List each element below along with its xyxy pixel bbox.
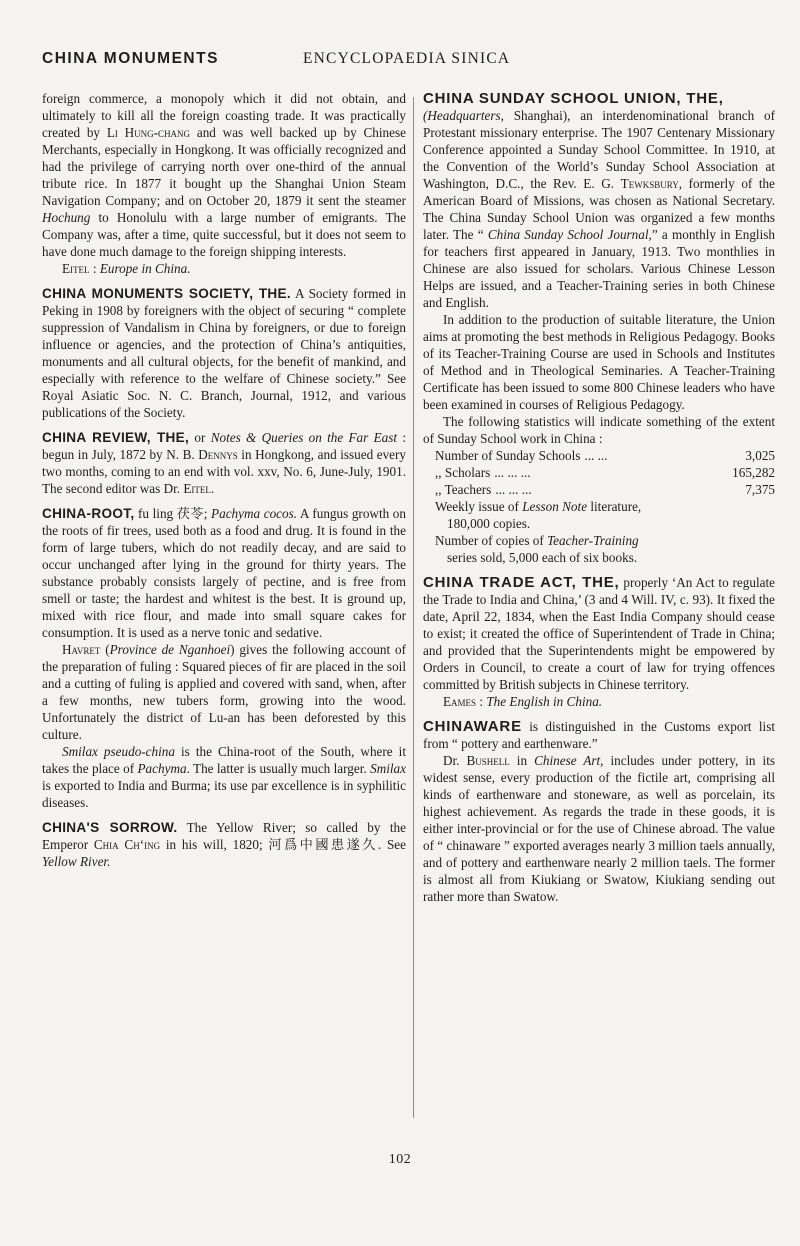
running-head-right: ENCYCLOPAEDIA SINICA [303, 50, 511, 67]
chinese-characters: 茯苓 [176, 506, 204, 521]
reference: Eitel : Europe in China. [62, 261, 191, 276]
paragraph: foreign commerce, a monopoly which it did not obtain, and ultimately to kill all the foreign coasting trade. It was practically created by Li Hung-chang and was well backed up by Chinese Merchants, especially in Hongkong. It was officially recognized and had the privilege of carrying north over one-third of the annual tribute rice. In 1877 it bought up the Shanghai Union Steam Navigation Company; and on October 20, 1879 it sent the steamer Hochung to Honolulu with a large number of emigrants. The Company was, after a time, quite successful, but it does not seem to have done much damage to the foreign shipping interests. [42, 91, 406, 259]
person-name: Li Hung-chang [106, 125, 191, 140]
paragraph: Smilax pseudo-china is the China-root of the South, where it takes the place of Pachyma. The latter is usually much larger. Smilax is exported to India and Burma; its use par excellence is in syphilitic diseases. [42, 744, 406, 810]
headword: CHINA'S SORROW. [42, 820, 178, 835]
paragraph: Dr. Bushell in Chinese Art, includes under pottery, in its widest sense, every production of the fictile art, comprising all kinds of earthenware and stoneware, as well as porcelain, its highest achievement. As regards the trade in these goods, it is either inter-provincial or for the use of Chinese abroad. The value of “ chinaware ” exported averages nearly 3 million taels annually, and of pottery and earthenware nearly 2 million taels. The former is almost all from Kiukiang or Swatow, Kiukiang sending out rather more than Swatow. [423, 753, 775, 904]
paragraph: The following statistics will indicate something of the extent of Sunday School work in China : [423, 414, 775, 446]
ship-name: Hochung [42, 210, 91, 225]
headword: CHINA MONUMENTS SOCIETY, THE. [42, 286, 291, 301]
paragraph: In addition to the production of suitable literature, the Union aims at promoting the best methods in Religious Pedagogy. Books of its Teacher-Training Course are used in Schools and Institutes of Method and in Theological Seminaries. A Teacher-Training Certificate has been issued to some 800 Chinese leaders who have been examined in courses of Religious Pedagogy. [423, 312, 775, 412]
chinese-characters: 河爲中國患遂久 [268, 837, 378, 852]
running-head-left: CHINA MONUMENTS [42, 50, 219, 67]
entry-china-trade-act: CHINA TRADE ACT, THE, properly ‘An Act to regulate the Trade to India and China,’ (3 and 4 Will. IV, c. 93). It fixed the date, April 22, 1834, when the East India Company should cease to exist; it created the office of Superintendent of Trade in China; and provided that the Superintendents might be empowered by Orders in Council, to create a court of law for trying offences committed by British subjects in Chinese territory. Eames : The English in China. [423, 574, 775, 709]
statistics-list [423, 447, 775, 498]
stat-line: Weekly issue of Lesson Note literature, [435, 499, 642, 514]
headword: CHINA SUNDAY SCHOOL UNION, THE, [423, 90, 724, 107]
entry-china-sunday-school-union: CHINA SUNDAY SCHOOL UNION, THE, (Headquarters, Shanghai), an interdenominational branch of Protestant missionary enterprise. The 1907 Centenary Missionary Conference appointed a Sunday School Committee. In 1910, at the Convention of the World’s Sunday School Association at Washington, D.C., the Rev. E. G. Tewksbury, formerly of the American Board of Missions, was chosen as National Secretary. The China Sunday School Union was organized a few months later. The “ China Sunday School Journal,” a monthly in English for teachers first appeared in January, 1913. Two monthlies in Chinese are also issued for scholars. Various Chinese Lesson Helps are issued, and a Teacher-Training series in both Chinese and English. In addition to the production of suitable literature, the Union aims at promoting the best methods in Religious Pedagogy. Books of its Teacher-Training Course are used in Schools and Institutes of Method and in Theological Seminaries. A Teacher-Training Certificate has been issued to some 800 Chinese leaders who have been examined in courses of Religious Pedagogy. The following statistics will indicate something of the extent of Sunday School work in China : Number of Sunday Schools ... ... 3,025 ,, Scholars ... ... ... 165,282 ,, Teachers ... ... ... 7,375 Weekly issue of Lesson Note literature, 180,000 copies. Number of copies of Teacher-Training series sold, 5,000 each of six books. [423, 90, 775, 565]
running-head [42, 50, 758, 72]
stat-row: Number of Sunday Schools ... ... 3,025 [435, 448, 775, 463]
left-column [42, 90, 406, 870]
stat-line: series sold, 5,000 each of six books. [447, 550, 638, 565]
stat-row: ,, Teachers ... ... ... 7,375 [435, 482, 775, 497]
column-divider [413, 97, 414, 1118]
right-column [423, 90, 775, 905]
entry-china-root: CHINA-ROOT, fu ling 茯苓; Pachyma cocos. A fungus growth on the roots of fir trees, used both as a food and drug. It is found in the form of large tubers, which do not readily decay, and are said to occur unchanged after lying in the ground for thirty years. The substance probably consists largely of pectine, and is free from smell or taste; the hardest and whitest is the best. It is ground up, mixed with rice flour, and made into small square cakes for consumption. It is used as a nerve tonic and sedative. Havret (Province de Nganhoei) gives the following account of the preparation of fuling : Squared pieces of fir are placed in the soil and a cutting of fuling is applied and covered with sand, when, after a few months, new tubers form, growing into the wood. Unfortunately the district of Lu-an has been deforested by this culture. Smilax pseudo-china is the China-root of the South, where it takes the place of Pachyma. The latter is usually much larger. Smilax is exported to India and Burma; its use par excellence is in syphilitic diseases. [42, 506, 406, 810]
page-number: 102 [388, 1152, 412, 1167]
entry-chinas-sorrow: CHINA'S SORROW. The Yellow River; so called by the Emperor Chia Ch‘ing in his will, 1820; 河爲中國患遂久. See Yellow River. [42, 820, 406, 869]
reference: Eames : The English in China. [443, 694, 603, 709]
headword: CHINA REVIEW, THE, [42, 430, 190, 445]
entry-chinaware: CHINAWARE is distinguished in the Customs export list from “ pottery and earthenware.” Dr. Bushell in Chinese Art, includes under pottery, in its widest sense, every production of the fictile art, comprising all kinds of earthenware and stoneware, as well as porcelain, its highest achievement. As regards the trade in these goods, it is either inter-provincial or for the use of Chinese abroad. The value of “ chinaware ” exported averages nearly 3 million taels annually, and of pottery and earthenware nearly 2 million taels. The former is almost all from Kiukiang or Swatow, Kiukiang sending out rather more than Swatow. [423, 718, 775, 904]
headword: CHINAWARE [423, 718, 522, 735]
headword: CHINA TRADE ACT, THE, [423, 574, 620, 591]
entry-china-review: CHINA REVIEW, THE, or Notes & Queries on the Far East : begun in July, 1872 by N. B. Dennys in Hongkong, and issued every two months, coming to an end with vol. xxv, No. 6, June-July, 1901. The second editor was Dr. Eitel. [42, 430, 407, 496]
stat-line: Number of copies of Teacher-Training [435, 533, 639, 548]
headword: CHINA-ROOT, [42, 506, 135, 521]
paragraph: Havret (Province de Nganhoei) gives the following account of the preparation of fuling : Squared pieces of fir are placed in the soil and a cutting of fuling is applied and covered with sand, when, after a few months, new tubers form, growing into the wood. Unfortunately the district of Lu-an has been deforested by this culture. [42, 642, 406, 742]
stat-line: 180,000 copies. [447, 516, 531, 531]
entry-continued [42, 90, 406, 277]
stat-row: ,, Scholars ... ... ... 165,282 [435, 465, 775, 480]
entry-china-monuments-society: CHINA MONUMENTS SOCIETY, THE. A Society formed in Peking in 1908 by foreigners with the object of securing “ complete suppression of Vandalism in China by foreigners, or due to foreign influence or agencies, and the protection of China’s antiquities, monuments and all cultural objects, for the benefit of mankind, and especially with reference to the welfare of Chinese society.” See Royal Asiatic Soc. N. C. Branch, Journal, 1912, and various publications of the Society. [42, 286, 406, 420]
